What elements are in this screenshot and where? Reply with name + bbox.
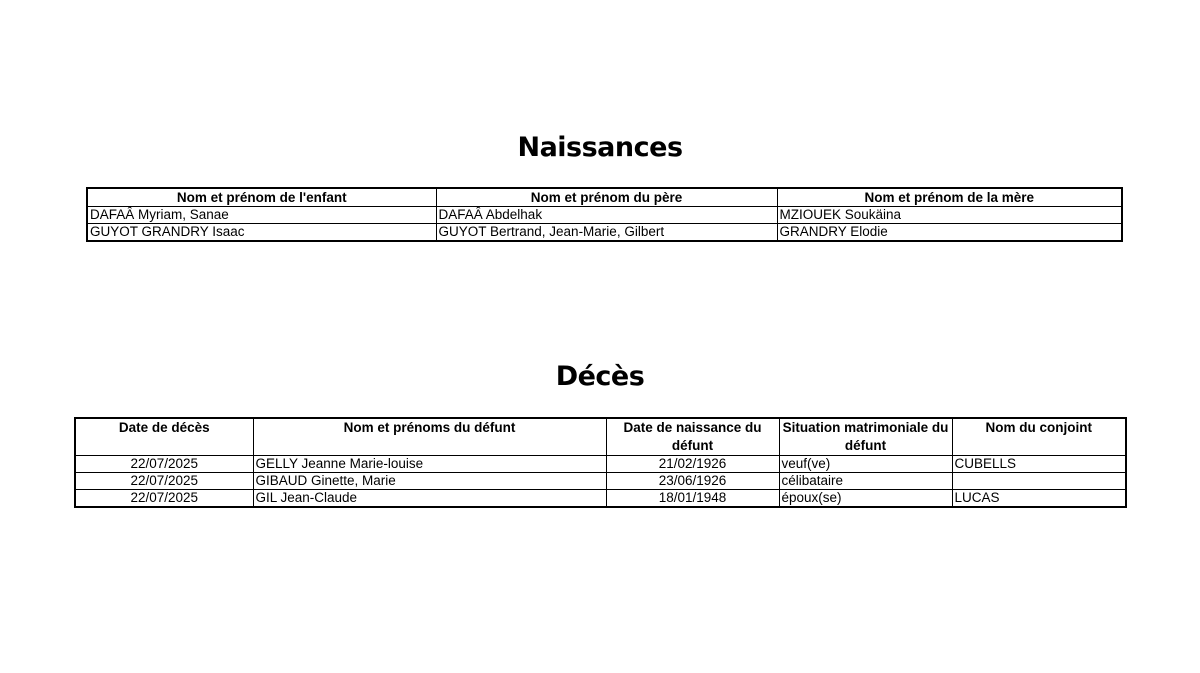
cell-pere: DAFAÂ Abdelhak (436, 207, 777, 224)
cell-nom-defunt: GIBAUD Ginette, Marie (253, 473, 606, 490)
cell-situation: célibataire (779, 473, 952, 490)
header-date-deces: Date de décès (75, 418, 253, 456)
header-conjoint: Nom du conjoint (952, 418, 1126, 456)
cell-date-naissance: 21/02/1926 (606, 456, 779, 473)
cell-situation: veuf(ve) (779, 456, 952, 473)
cell-date-naissance: 23/06/1926 (606, 473, 779, 490)
header-nom-defunt: Nom et prénoms du défunt (253, 418, 606, 456)
table-row (87, 224, 1122, 242)
header-situation: Situation matrimoniale du défunt (779, 418, 952, 456)
cell-mere: GRANDRY Elodie (777, 224, 1122, 242)
cell-date-deces: 22/07/2025 (75, 456, 253, 473)
cell-conjoint (952, 473, 1126, 490)
cell-situation: époux(se) (779, 490, 952, 508)
cell-mere: MZIOUEK Soukäina (777, 207, 1122, 224)
deces-title: Décès (555, 361, 645, 392)
cell-conjoint: LUCAS (952, 490, 1126, 508)
cell-enfant: GUYOT GRANDRY Isaac (87, 224, 436, 242)
cell-nom-defunt: GELLY Jeanne Marie-louise (253, 456, 606, 473)
header-pere: Nom et prénom du père (436, 188, 777, 207)
cell-pere: GUYOT Bertrand, Jean-Marie, Gilbert (436, 224, 777, 242)
cell-date-deces: 22/07/2025 (75, 473, 253, 490)
naissances-table (86, 187, 1123, 242)
table-header-row (75, 418, 1126, 456)
cell-nom-defunt: GIL Jean-Claude (253, 490, 606, 508)
cell-date-deces: 22/07/2025 (75, 490, 253, 508)
naissances-title: Naissances (517, 132, 683, 163)
cell-date-naissance: 18/01/1948 (606, 490, 779, 508)
table-row (75, 456, 1126, 473)
table-header-row (87, 188, 1122, 207)
table-row (75, 473, 1126, 490)
table-row (87, 207, 1122, 224)
cell-enfant: DAFAÂ Myriam, Sanae (87, 207, 436, 224)
table-row (75, 490, 1126, 508)
header-mere: Nom et prénom de la mère (777, 188, 1122, 207)
header-enfant: Nom et prénom de l'enfant (87, 188, 436, 207)
header-date-naissance: Date de naissance du défunt (606, 418, 779, 456)
deces-table (74, 417, 1127, 508)
cell-conjoint: CUBELLS (952, 456, 1126, 473)
